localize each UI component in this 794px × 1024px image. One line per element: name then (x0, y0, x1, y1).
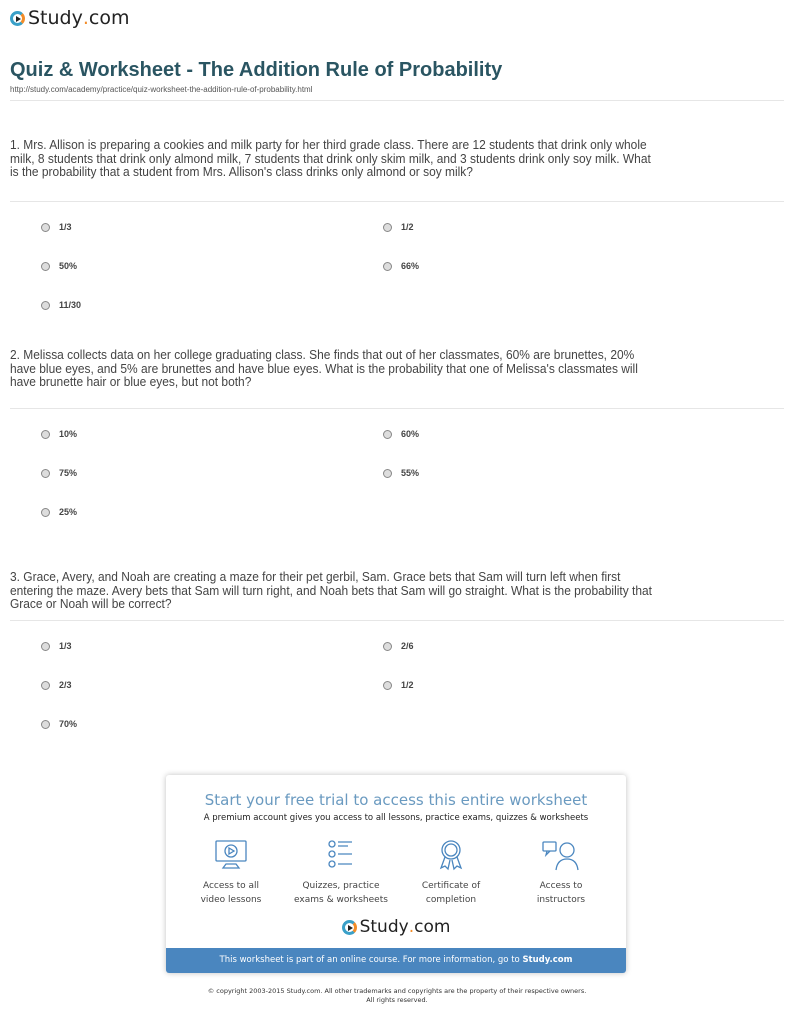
answer-option[interactable] (383, 222, 414, 232)
radio-button[interactable] (41, 642, 50, 651)
option-label: 50% (59, 261, 78, 271)
study-logo[interactable] (10, 7, 130, 29)
answer-option[interactable] (383, 429, 419, 439)
feature-label: Access to (539, 881, 583, 891)
question-text: 2. Melissa collects data on her college graduating class. She finds that out of her classmates, 60% are brunettes, 20% have blue eyes, and 5% are brunettes and have blue eyes. What is the probability that one of Melissa's classmates will have brunette hair or blue eyes, but not both? (10, 347, 638, 389)
radio-button[interactable] (383, 223, 392, 232)
divider (10, 408, 784, 409)
logo-text: Study (28, 7, 83, 29)
option-label: 2/6 (401, 641, 414, 651)
radio-button[interactable] (41, 430, 50, 439)
radio-button[interactable] (41, 720, 50, 729)
option-label: 66% (401, 261, 420, 271)
study-link[interactable]: Study.com (522, 955, 573, 965)
answer-option[interactable] (41, 468, 77, 478)
promo-subtitle: A premium account gives you access to all lessons, practice exams, quizzes & worksheets (203, 813, 589, 823)
option-label: 1/3 (59, 222, 72, 232)
feature-label: Certificate of (421, 881, 481, 891)
option-label: 1/2 (401, 680, 414, 690)
option-label: 60% (401, 429, 420, 439)
certificate-icon (434, 839, 468, 871)
question-text: 3. Grace, Avery, and Noah are creating a maze for their pet gerbil, Sam. Grace bets that Sam will turn left when first entering the maze. Avery bets that Sam will turn right, and Noah bets that Sam will go straight. What is the probability that Grace or Noah will be correct? (10, 569, 652, 611)
feature-label: completion (425, 895, 477, 905)
divider (10, 620, 784, 621)
page-title: Quiz & Worksheet - The Addition Rule of Probability (10, 59, 503, 81)
feature-label: exams & worksheets (294, 895, 388, 905)
option-label: 2/3 (59, 680, 72, 690)
promo-title: Start your free trial to access this entire worksheet (204, 791, 588, 809)
copyright (0, 987, 794, 1005)
answer-option[interactable] (383, 641, 414, 651)
radio-button[interactable] (41, 508, 50, 517)
option-label: 25% (59, 507, 78, 517)
page-url: http://study.com/academy/practice/quiz-worksheet-the-addition-rule-of-probability.html (10, 85, 313, 94)
divider (10, 100, 784, 101)
play-logo-icon (10, 11, 25, 26)
option-label: 55% (401, 468, 420, 478)
answer-option[interactable] (41, 641, 72, 651)
answer-option[interactable] (41, 680, 72, 690)
answer-option[interactable] (41, 222, 72, 232)
option-label: 70% (59, 719, 78, 729)
radio-button[interactable] (383, 430, 392, 439)
option-label: 1/3 (59, 641, 72, 651)
answer-option[interactable] (383, 680, 414, 690)
feature-instructors (511, 839, 611, 907)
quiz-list-icon (324, 839, 358, 871)
logo-text: Study (359, 917, 409, 937)
promo-study-logo (166, 917, 626, 937)
answer-option[interactable] (41, 261, 77, 271)
radio-button[interactable] (383, 469, 392, 478)
radio-button[interactable] (41, 223, 50, 232)
logo-tld: com (88, 7, 130, 29)
instructor-icon (541, 839, 581, 871)
feature-video-lessons (181, 839, 281, 907)
feature-label: Access to all (202, 881, 260, 891)
answer-option[interactable] (41, 507, 77, 517)
answer-option[interactable] (383, 468, 419, 478)
video-lesson-icon (214, 839, 248, 871)
copyright-line: © copyright 2003-2015 Study.com. All other trademarks and copyrights are the property of their respective owners. (207, 987, 587, 995)
logo-tld: com (414, 917, 451, 937)
answer-option[interactable] (41, 300, 81, 310)
logo-dot: . (82, 7, 89, 29)
feature-label: Quizzes, practice (302, 881, 380, 891)
radio-button[interactable] (41, 469, 50, 478)
promo-box (166, 775, 626, 973)
feature-certificate (401, 839, 501, 907)
band-text: This worksheet is part of an online course. For more information, go to (219, 955, 523, 965)
radio-button[interactable] (41, 681, 50, 690)
feature-quizzes (291, 839, 391, 907)
feature-label: instructors (536, 895, 586, 905)
copyright-line: All rights reserved. (366, 996, 428, 1004)
play-logo-icon (342, 920, 357, 935)
radio-button[interactable] (383, 681, 392, 690)
radio-button[interactable] (41, 301, 50, 310)
radio-button[interactable] (41, 262, 50, 271)
answer-option[interactable] (41, 429, 77, 439)
option-label: 75% (59, 468, 78, 478)
question-text: 1. Mrs. Allison is preparing a cookies and milk party for her third grade class. There are 12 students that drink only whole milk, 8 students that drink only almond milk, 7 students that drink only skim milk, and 3 students drink only soy milk. What is the probability that a student from Mrs. Allison's class drinks only almond or soy milk? (10, 137, 651, 179)
answer-option[interactable] (383, 261, 419, 271)
option-label: 1/2 (401, 222, 414, 232)
logo-dot: . (408, 917, 415, 937)
divider (10, 201, 784, 202)
option-label: 10% (59, 429, 78, 439)
feature-label: video lessons (200, 895, 262, 905)
info-band (166, 948, 626, 973)
answer-option[interactable] (41, 719, 77, 729)
radio-button[interactable] (383, 262, 392, 271)
option-label: 11/30 (59, 300, 82, 310)
radio-button[interactable] (383, 642, 392, 651)
